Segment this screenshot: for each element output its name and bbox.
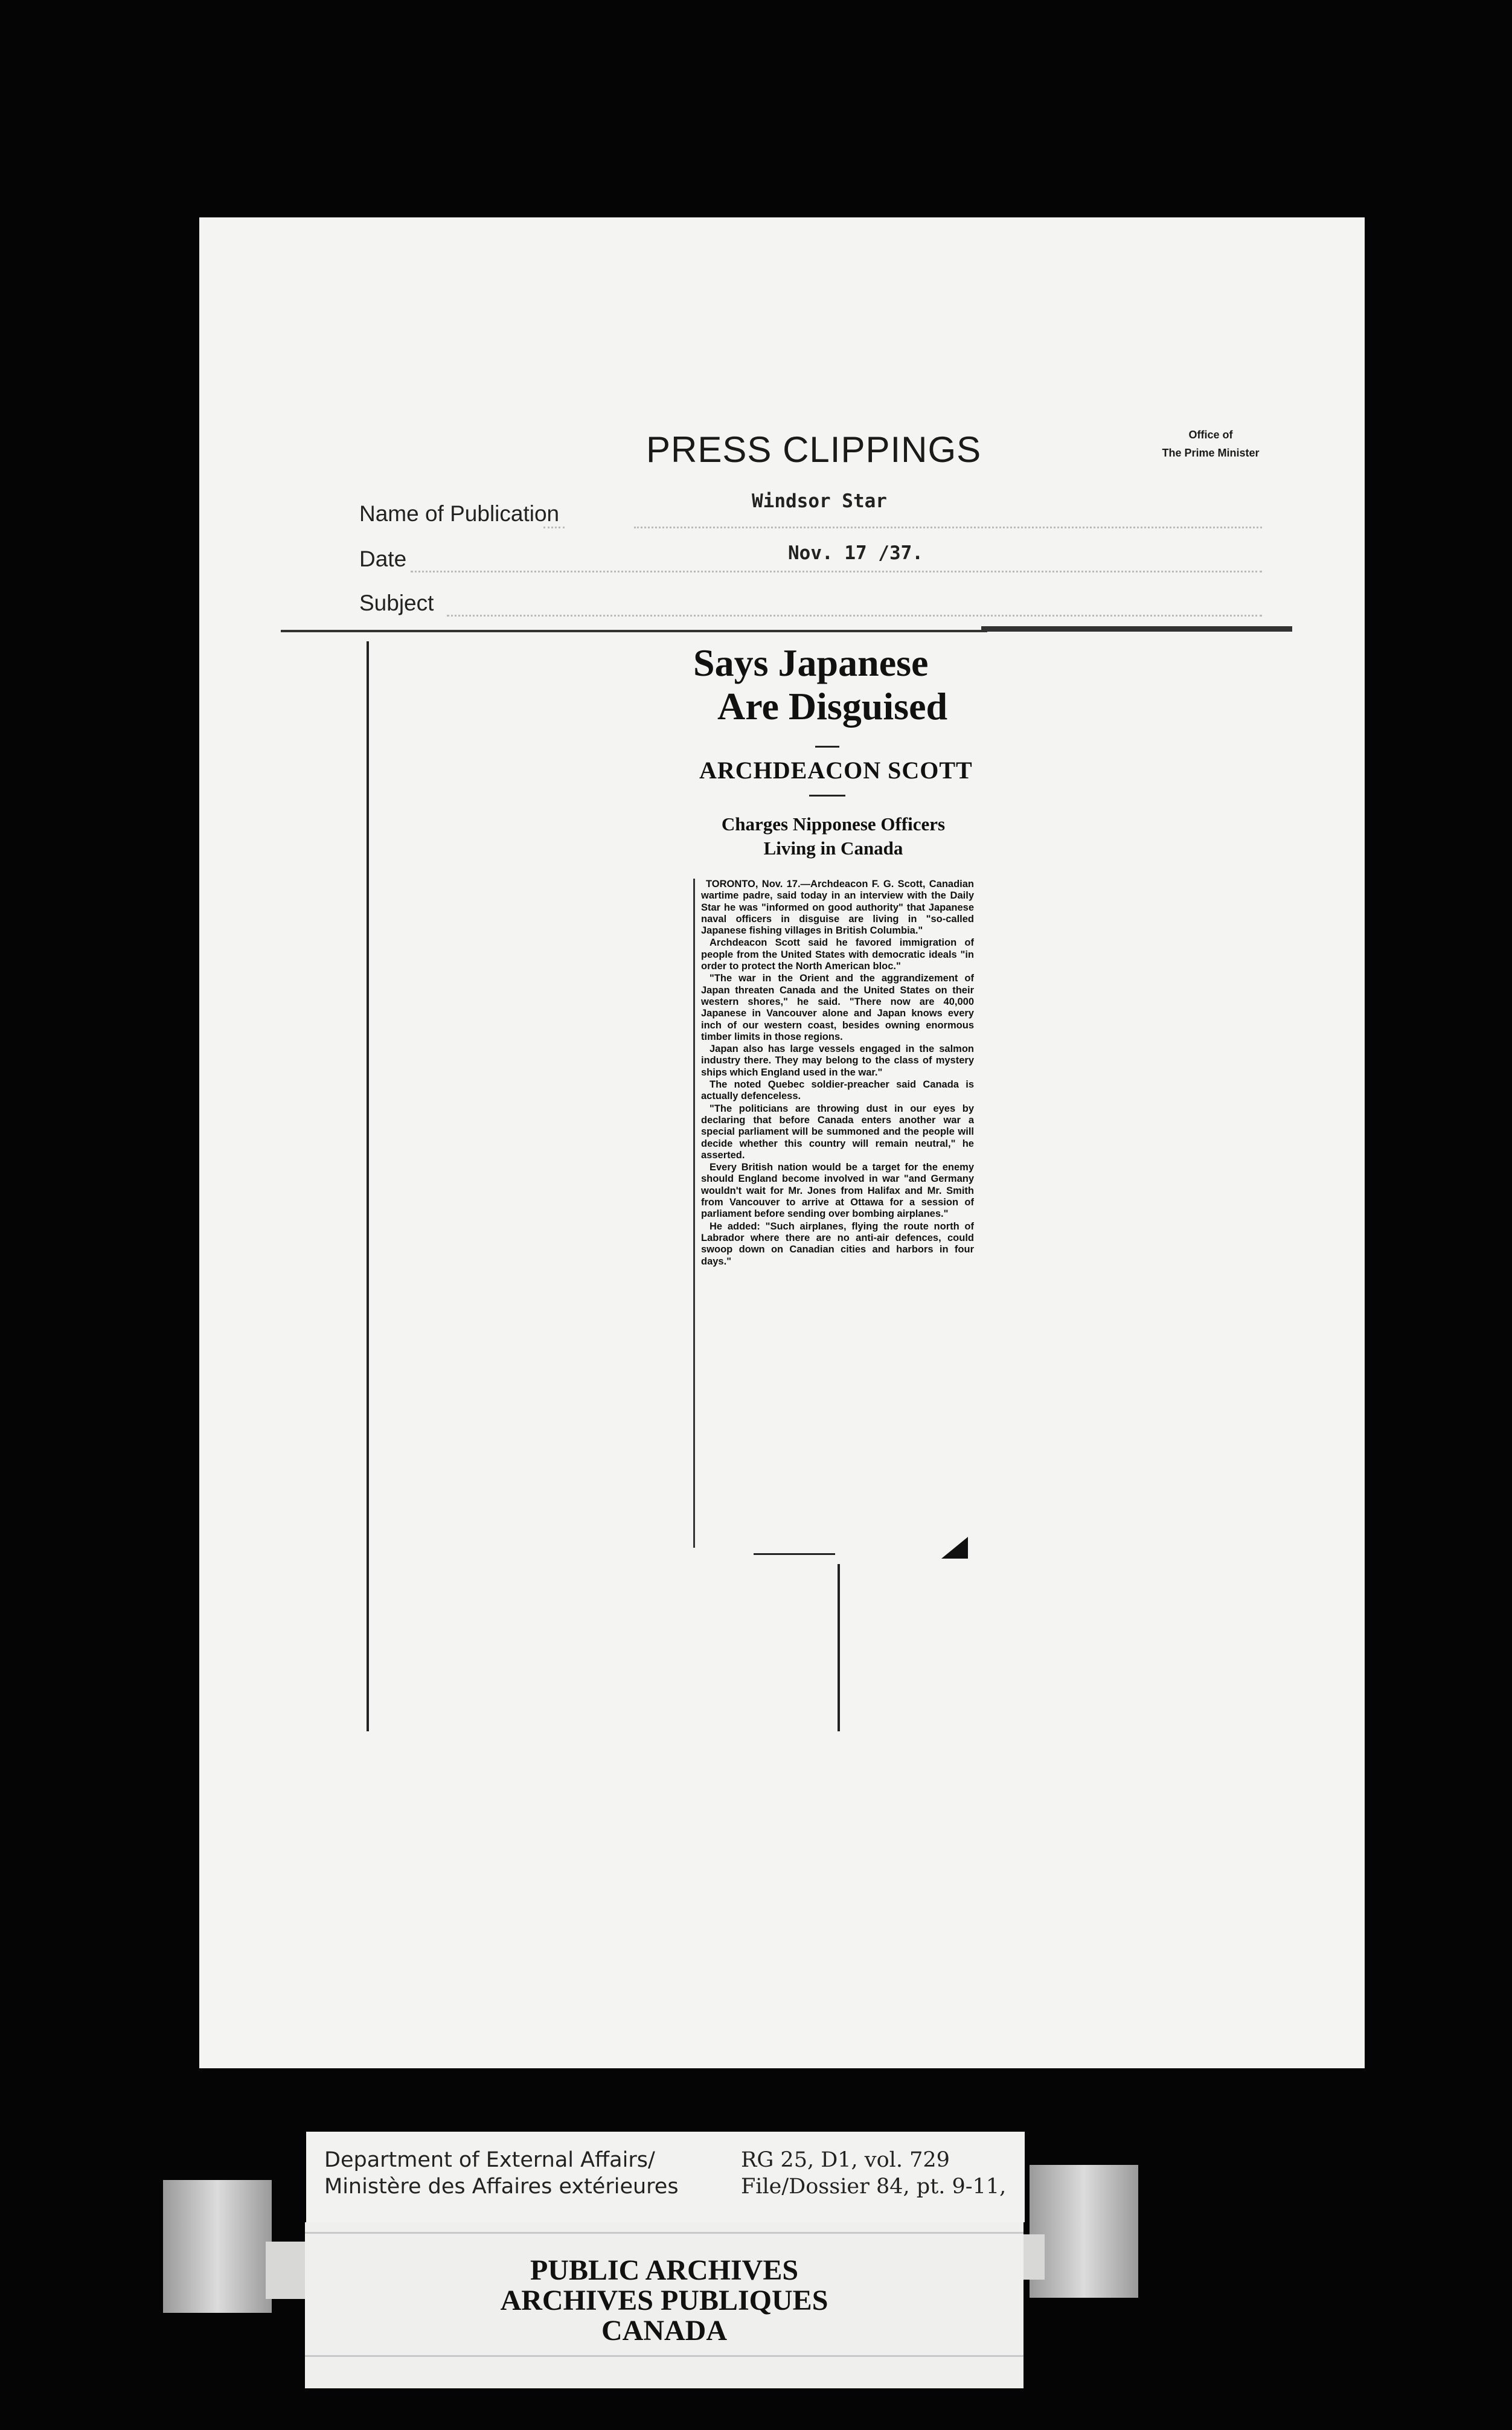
gray-block-left bbox=[163, 2180, 272, 2313]
subhead-separator bbox=[809, 795, 845, 797]
archives-line-1: PUBLIC ARCHIVES bbox=[530, 2254, 799, 2286]
publication-dots-left bbox=[543, 527, 565, 528]
stamp-line-top bbox=[305, 2232, 1023, 2234]
date-value: Nov. 17 /37. bbox=[788, 542, 923, 564]
subject-label: Subject bbox=[359, 591, 434, 615]
date-label: Date bbox=[359, 547, 407, 571]
publication-dots bbox=[634, 527, 1262, 528]
archive-reference-label bbox=[306, 2132, 1025, 2222]
article-paragraph: The noted Quebec soldier-preacher said Canada is actually defenceless. bbox=[701, 1079, 974, 1102]
publication-value: Windsor Star bbox=[752, 490, 887, 512]
reference-volume: RG 25, D1, vol. 729 bbox=[741, 2148, 950, 2172]
headline-line-1: Says Japanese bbox=[693, 641, 929, 684]
date-dots bbox=[411, 571, 1262, 572]
department-en: Department of External Affairs/ bbox=[324, 2148, 655, 2172]
subject-dots bbox=[447, 615, 1262, 617]
article-subhead: ARCHDEACON SCOTT bbox=[699, 757, 973, 784]
article-paragraph: "The politicians are throwing dust in our eyes by declaring that before Canada enters another war a special parliament will be summoned and the people will decide whether this country will remain neutral," he asserted. bbox=[701, 1103, 974, 1161]
deck-line-1: Charges Nipponese Officers bbox=[721, 813, 946, 835]
stamp-line-bottom bbox=[305, 2355, 1023, 2357]
archives-stamp-text bbox=[305, 2255, 1023, 2346]
headline-line-2: Are Disguised bbox=[717, 685, 948, 728]
center-line bbox=[838, 1564, 840, 1731]
article-paragraph: "The war in the Orient and the aggrandizement of Japan threaten Canada and the United States on their western shores," he said. "There now are 40,000 Japanese in Vancouver alone and Japan knows every inch of our western coast, besides owning enormous timber limits in those regions. bbox=[701, 973, 974, 1042]
archives-stamp bbox=[305, 2222, 1023, 2388]
article-paragraph: Every British nation would be a target for the enemy should England become involved in war "and Germany wouldn't wait for Mr. Jones from Halifax and Mr. Smith from Vancouver to arrive at Ottawa for a session of parliament before sending over bombing airplanes." bbox=[701, 1162, 974, 1220]
office-line-2: The Prime Minister bbox=[1162, 447, 1260, 459]
office-line-1: Office of bbox=[1188, 429, 1233, 441]
header-rule-left bbox=[281, 630, 987, 632]
archives-line-3: CANADA bbox=[601, 2315, 727, 2347]
publication-label: Name of Publication bbox=[359, 501, 560, 526]
end-mark-icon bbox=[939, 1537, 969, 1561]
archive-reference bbox=[741, 2147, 1006, 2200]
article-body bbox=[693, 879, 974, 1548]
article-deck bbox=[688, 812, 978, 861]
article-paragraph: Japan also has large vessels engaged in the salmon industry there. They may belong to the class of mystery ships which England used in the war." bbox=[701, 1043, 974, 1078]
headline-separator bbox=[815, 746, 839, 748]
left-margin-line bbox=[367, 641, 369, 1731]
page-title: PRESS CLIPPINGS bbox=[646, 429, 982, 470]
department-name bbox=[324, 2147, 679, 2200]
office-stamp bbox=[1150, 426, 1271, 462]
article-paragraph: TORONTO, Nov. 17.—Archdeacon F. G. Scott, Canadian wartime padre, said today in an interview with the Daily Star he was "informed on good authority" that Japanese naval officers in disguise are living in "so-called Japanese fishing villages in British Columbia." bbox=[701, 879, 974, 937]
reference-file: File/Dossier 84, pt. 9-11, bbox=[741, 2175, 1007, 2199]
deck-line-2: Living in Canada bbox=[763, 838, 903, 859]
department-fr: Ministère des Affaires extérieures bbox=[324, 2175, 679, 2199]
article-paragraph: He added: "Such airplanes, flying the route north of Labrador where there are no anti-air defences, could swoop down on Canadian cities and harbors in four days." bbox=[701, 1220, 974, 1267]
gray-block-right bbox=[1030, 2165, 1138, 2298]
header-rule-right bbox=[981, 626, 1292, 632]
archives-line-2: ARCHIVES PUBLIQUES bbox=[500, 2284, 828, 2316]
article-paragraph: Archdeacon Scott said he favored immigration of people from the United States with democratic ideals "in order to protect the North American bloc." bbox=[701, 937, 974, 972]
end-rule bbox=[754, 1553, 835, 1555]
